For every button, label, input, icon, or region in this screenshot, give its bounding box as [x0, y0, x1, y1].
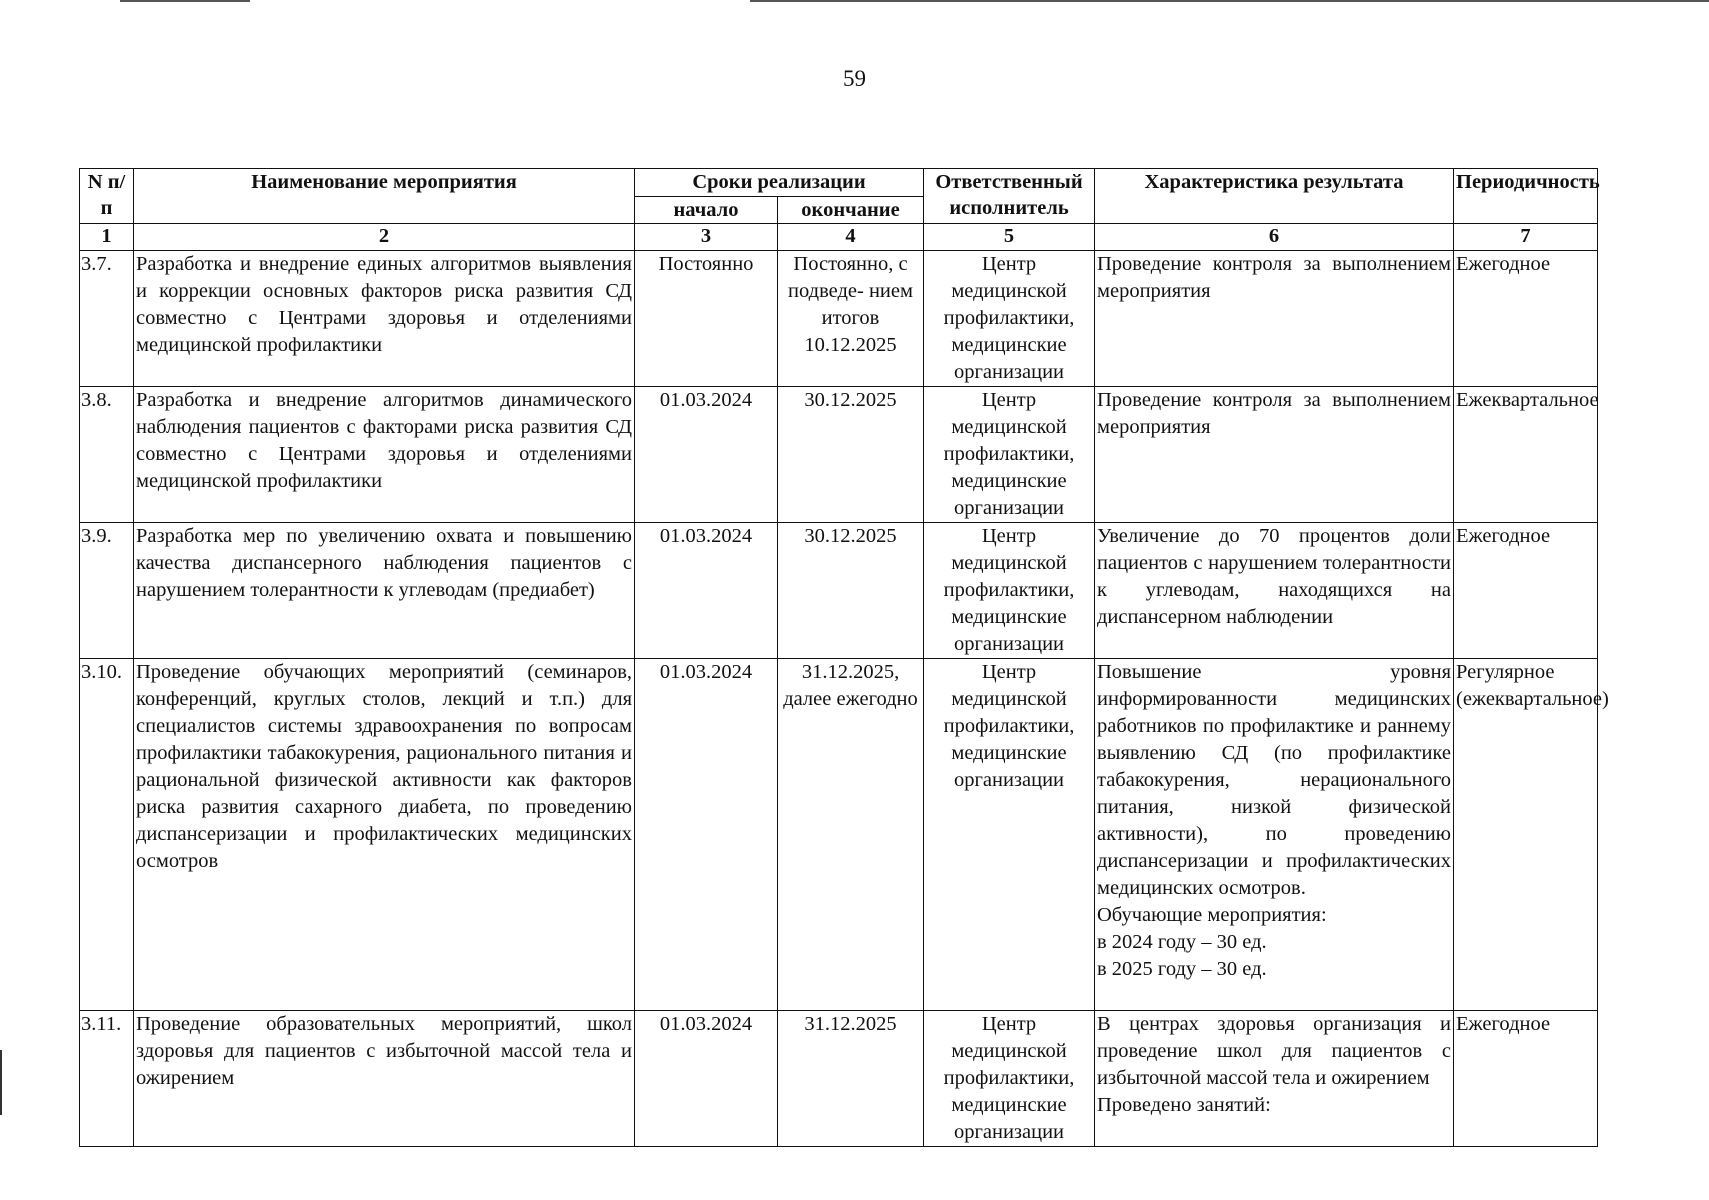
row-number: 3.7.	[80, 251, 134, 387]
header-row	[80, 169, 1598, 197]
result-extra-line: в 2025 году – 30 ед.	[1097, 958, 1267, 980]
result-extra-line: Обучающие мероприятия:	[1097, 904, 1327, 926]
row-number: 3.10.	[80, 659, 134, 1011]
column-number: 4	[778, 224, 924, 251]
header-num: N п/п	[80, 169, 134, 224]
periodicity: Ежегодное	[1454, 1011, 1598, 1147]
column-number: 7	[1454, 224, 1598, 251]
table-row	[80, 523, 1598, 659]
result-cell	[1095, 1011, 1454, 1147]
table-row	[80, 1011, 1598, 1147]
periodicity: Ежегодное	[1454, 251, 1598, 387]
activity-name: Разработка мер по увеличению охвата и повышению качества диспансерного наблюдения пациентов с нарушением толерантности к углеводам (предиабет)	[134, 523, 635, 659]
activity-name: Проведение обучающих мероприятий (семинаров, конференций, круглых столов, лекций и т.п.) для специалистов системы здравоохранения по вопросам профилактики табакокурения, рационального питания и рациональной физической активности как факторов риска развития сахарного диабета, по проведению диспансеризации и профилактических медицинских осмотров	[134, 659, 635, 1011]
periodicity: Регулярное (ежеквартальное)	[1454, 659, 1598, 1011]
result-extra-line: в 2024 году – 30 ед.	[1097, 931, 1267, 953]
periodicity: Ежегодное	[1454, 523, 1598, 659]
row-number: 3.11.	[80, 1011, 134, 1147]
activity-name: Проведение образовательных мероприятий, школ здоровья для пациентов с избыточной массой тела и ожирением	[134, 1011, 635, 1147]
header-name: Наименование мероприятия	[134, 169, 635, 224]
activity-name: Разработка и внедрение единых алгоритмов выявления и коррекции основных факторов риска развития СД совместно с Центрами здоровья и отделениями медицинской профилактики	[134, 251, 635, 387]
result: Увеличение до 70 процентов доли пациентов с нарушением толерантности к углеводам, находящихся на диспансерном наблюдении	[1095, 523, 1454, 659]
header-end: окончание	[778, 196, 924, 224]
result: Повышение уровня информированности медицинских работников по профилактике и раннему выявлению СД (по профилактике табакокурения, нерационального питания, низкой физической активности), по проведению диспансеризации и профилактических медицинских осмотров.	[1097, 661, 1451, 899]
header-result: Характеристика результата	[1095, 169, 1454, 224]
responsible: Центр медицинской профилактики, медицинские организации	[924, 387, 1095, 523]
column-number: 1	[80, 224, 134, 251]
end-date: 31.12.2025, далее ежегодно	[778, 659, 924, 1011]
table-row	[80, 387, 1598, 523]
end-date: 30.12.2025	[778, 523, 924, 659]
row-number: 3.9.	[80, 523, 134, 659]
responsible: Центр медицинской профилактики, медицинские организации	[924, 1011, 1095, 1147]
top-border-line	[120, 0, 250, 2]
page-number: 59	[843, 66, 866, 91]
column-number: 6	[1095, 224, 1454, 251]
column-number: 3	[635, 224, 778, 251]
activity-name: Разработка и внедрение алгоритмов динамического наблюдения пациентов с факторами риска развития СД совместно с Центрами здоровья и отделениями медицинской профилактики	[134, 387, 635, 523]
top-border-line	[750, 0, 1709, 2]
start-date: 01.03.2024	[635, 387, 778, 523]
start-date: Постоянно	[635, 251, 778, 387]
responsible: Центр медицинской профилактики, медицинские организации	[924, 251, 1095, 387]
start-date: 01.03.2024	[635, 523, 778, 659]
column-number-row	[80, 224, 1598, 251]
scan-edge-mark	[0, 1050, 2, 1115]
result-extra-line: Проведено занятий:	[1097, 1094, 1271, 1116]
result: Проведение контроля за выполнением мероприятия	[1095, 387, 1454, 523]
header-start: начало	[635, 196, 778, 224]
start-date: 01.03.2024	[635, 659, 778, 1011]
header-responsible: Ответственный исполнитель	[924, 169, 1095, 224]
result: В центрах здоровья организация и проведение школ для пациентов с избыточной массой тела и ожирением	[1097, 1013, 1451, 1089]
header-period: Периодичность	[1454, 169, 1598, 224]
responsible: Центр медицинской профилактики, медицинские организации	[924, 659, 1095, 1011]
end-date: 31.12.2025	[778, 1011, 924, 1147]
column-number: 5	[924, 224, 1095, 251]
header-terms: Сроки реализации	[635, 169, 924, 197]
result-cell	[1095, 659, 1454, 1011]
end-date: Постоянно, с подведе- нием итогов 10.12.2025	[778, 251, 924, 387]
column-number: 2	[134, 224, 635, 251]
periodicity: Ежеквартальное	[1454, 387, 1598, 523]
end-date: 30.12.2025	[778, 387, 924, 523]
table-row	[80, 251, 1598, 387]
responsible: Центр медицинской профилактики, медицинские организации	[924, 523, 1095, 659]
table-row	[80, 659, 1598, 1011]
row-number: 3.8.	[80, 387, 134, 523]
activities-table	[79, 168, 1609, 1147]
result: Проведение контроля за выполнением мероприятия	[1095, 251, 1454, 387]
start-date: 01.03.2024	[635, 1011, 778, 1147]
